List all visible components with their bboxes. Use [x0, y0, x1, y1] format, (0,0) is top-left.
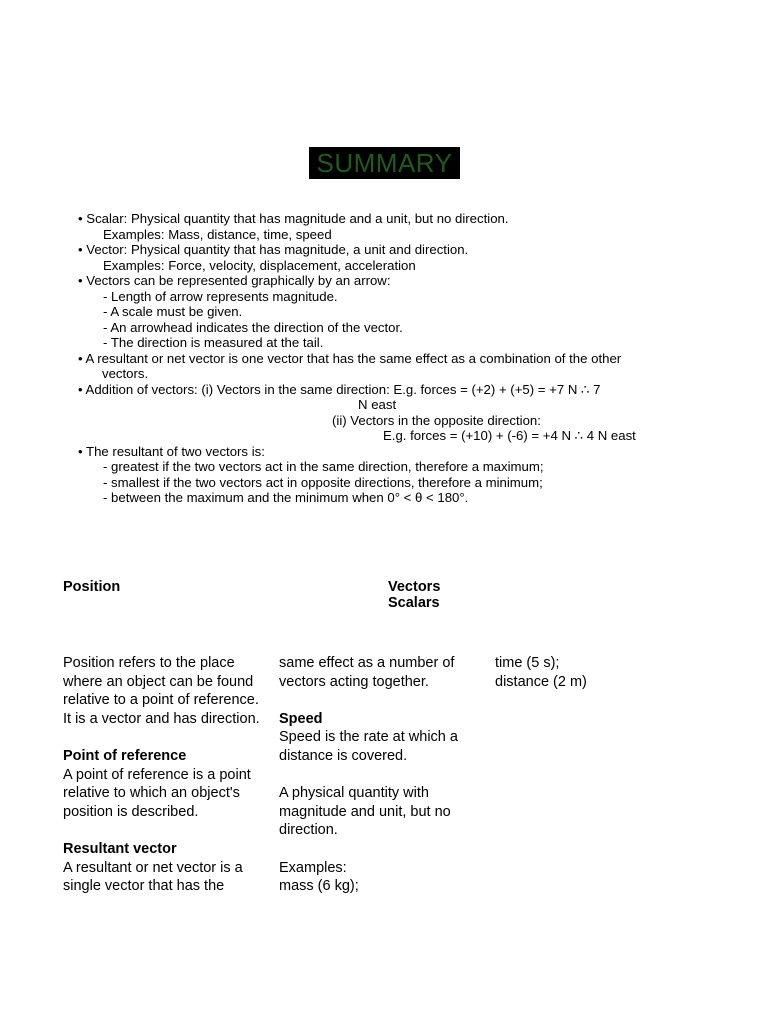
summary-line: - A scale must be given. [103, 304, 243, 319]
text-line: Speed is the rate at which a [279, 729, 458, 746]
text-line: position is described. [63, 803, 199, 820]
text-line: mass (6 kg); [279, 878, 359, 895]
summary-line: E.g. forces = (+10) + (-6) = +4 N ∴ 4 N east [383, 428, 636, 443]
summary-line: - between the maximum and the minimum when 0° < θ < 180°. [103, 490, 469, 505]
summary-line: • Vectors can be represented graphically by an arrow: [78, 273, 391, 288]
summary-line: (ii) Vectors in the opposite direction: [332, 412, 541, 428]
summary-line: Examples: Force, velocity, displacement, acceleration [103, 257, 416, 273]
heading-scalars: Scalars [388, 595, 440, 611]
text-line: where an object can be found [63, 673, 254, 690]
text-line: A point of reference is a point [63, 766, 251, 783]
column-1 [63, 654, 275, 896]
summary-line: - greatest if the two vectors act in the same direction, therefore a maximum; [103, 459, 544, 474]
text-line: magnitude and unit, but no [279, 803, 451, 820]
heading-vectors: Vectors [388, 579, 441, 595]
summary-line: - An arrowhead indicates the direction of the vector. [103, 319, 403, 335]
text-line: time (5 s); [495, 655, 560, 671]
text-line: single vector that has the [63, 878, 225, 895]
text-line: Examples: [279, 859, 347, 876]
text-line: relative to a point of reference. [63, 692, 259, 709]
text-line: Position refers to the place [63, 655, 235, 671]
text-line: distance (2 m) [495, 673, 587, 690]
text-line: A physical quantity with [279, 785, 429, 802]
summary-line: • Addition of vectors: (i) Vectors in the same direction: E.g. forces = (+2) + (+5) = +7 N ∴ 7 [78, 381, 601, 397]
text-line: same effect as a number of [279, 655, 455, 671]
text-line: direction. [279, 822, 338, 839]
summary-line: N east [358, 397, 397, 412]
page-title: SUMMARY [309, 147, 460, 179]
summary-line: Examples: Mass, distance, time, speed [103, 226, 332, 242]
subheading-point-of-reference: Point of reference [63, 747, 187, 764]
text-line: A resultant or net vector is a [63, 859, 243, 876]
column-2 [279, 654, 491, 896]
summary-line: • The resultant of two vectors is: [78, 443, 265, 459]
summary-line: vectors. [102, 366, 149, 381]
text-line: relative to which an object's [63, 785, 240, 802]
heading-position: Position [63, 579, 121, 595]
summary-section [78, 211, 688, 506]
summary-line: - smallest if the two vectors act in opposite directions, therefore a minimum; [103, 474, 543, 490]
subheading-resultant-vector: Resultant vector [63, 840, 177, 857]
summary-line: - Length of arrow represents magnitude. [103, 288, 338, 304]
summary-line: - The direction is measured at the tail. [103, 335, 324, 350]
text-line: distance is covered. [279, 747, 408, 764]
column-3 [495, 654, 695, 691]
text-line: vectors acting together. [279, 673, 429, 690]
summary-line: • Scalar: Physical quantity that has magnitude and a unit, but no direction. [78, 211, 509, 226]
summary-line: • A resultant or net vector is one vector that has the same effect as a combination of the other [78, 350, 622, 366]
text-line: It is a vector and has direction. [63, 710, 260, 727]
subheading-speed: Speed [279, 710, 323, 727]
summary-line: • Vector: Physical quantity that has magnitude, a unit and direction. [78, 242, 469, 257]
